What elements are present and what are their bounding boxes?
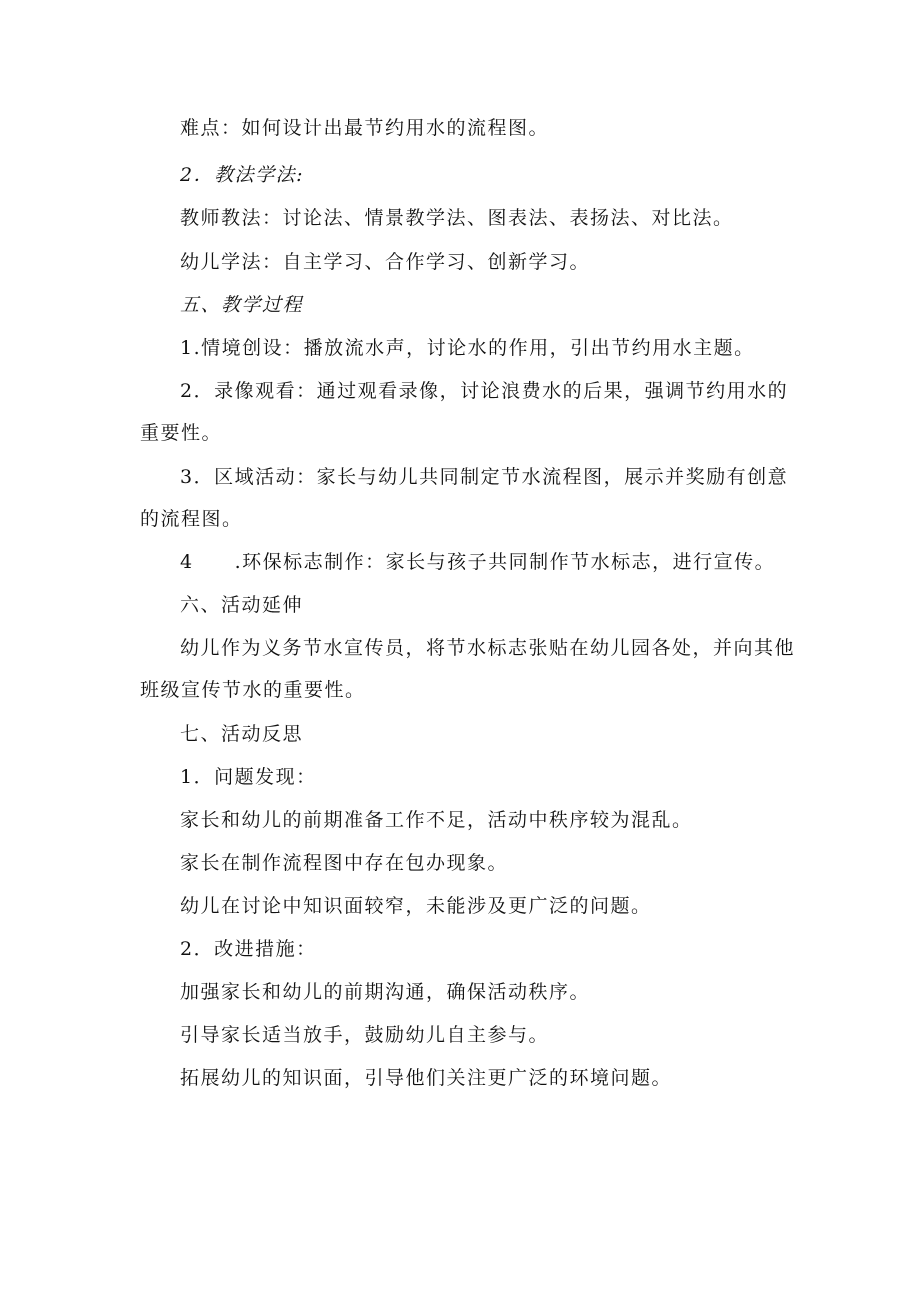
step2-text-line2: 重要性。 (140, 422, 223, 444)
problem1-text: 家长和幼儿的前期准备工作不足，活动中秩序较为混乱。 (180, 809, 693, 831)
improve3-text: 拓展幼儿的知识面，引导他们关注更广泛的环境问题。 (180, 1067, 673, 1089)
step2-text-line1: 2．录像观看：通过观看录像，讨论浪费水的后果，强调节约用水的 (180, 380, 789, 402)
section5-heading: 五、教学过程 (180, 294, 304, 316)
difficulty-text: 难点：如何设计出最节约用水的流程图。 (180, 117, 550, 139)
section7-heading: 七、活动反思 (180, 723, 304, 745)
step3-text-line2: 的流程图。 (140, 508, 243, 530)
extension-text-line1: 幼儿作为义务节水宣传员，将节水标志张贴在幼儿园各处，并向其他 (180, 637, 796, 659)
teacher-method-text: 教师教法：讨论法、情景教学法、图表法、表扬法、对比法。 (180, 207, 734, 229)
extension-text-line2: 班级宣传节水的重要性。 (140, 679, 366, 701)
problems-heading: 1．问题发现： (180, 766, 317, 788)
improve2-text: 引导家长适当放手，鼓励幼儿自主参与。 (180, 1024, 550, 1046)
problem2-text: 家长在制作流程图中存在包办现象。 (180, 852, 509, 874)
step1-text: 1.情境创设：播放流水声，讨论水的作用，引出节约用水主题。 (180, 337, 755, 359)
problem3-text: 幼儿在讨论中知识面较窄，未能涉及更广泛的问题。 (180, 895, 652, 917)
improve-heading: 2．改进措施： (180, 938, 317, 960)
child-method-text: 幼儿学法：自主学习、合作学习、创新学习。 (180, 251, 591, 273)
methods-heading: 2．教法学法: (180, 164, 304, 186)
section6-heading: 六、活动延伸 (180, 594, 304, 616)
step4-text: 4 .环保标志制作：家长与孩子共同制作节水标志，进行宣传。 (180, 551, 776, 573)
improve1-text: 加强家长和幼儿的前期沟通，确保活动秩序。 (180, 981, 591, 1003)
step3-text-line1: 3．区域活动：家长与幼儿共同制定节水流程图，展示并奖励有创意 (180, 466, 789, 488)
